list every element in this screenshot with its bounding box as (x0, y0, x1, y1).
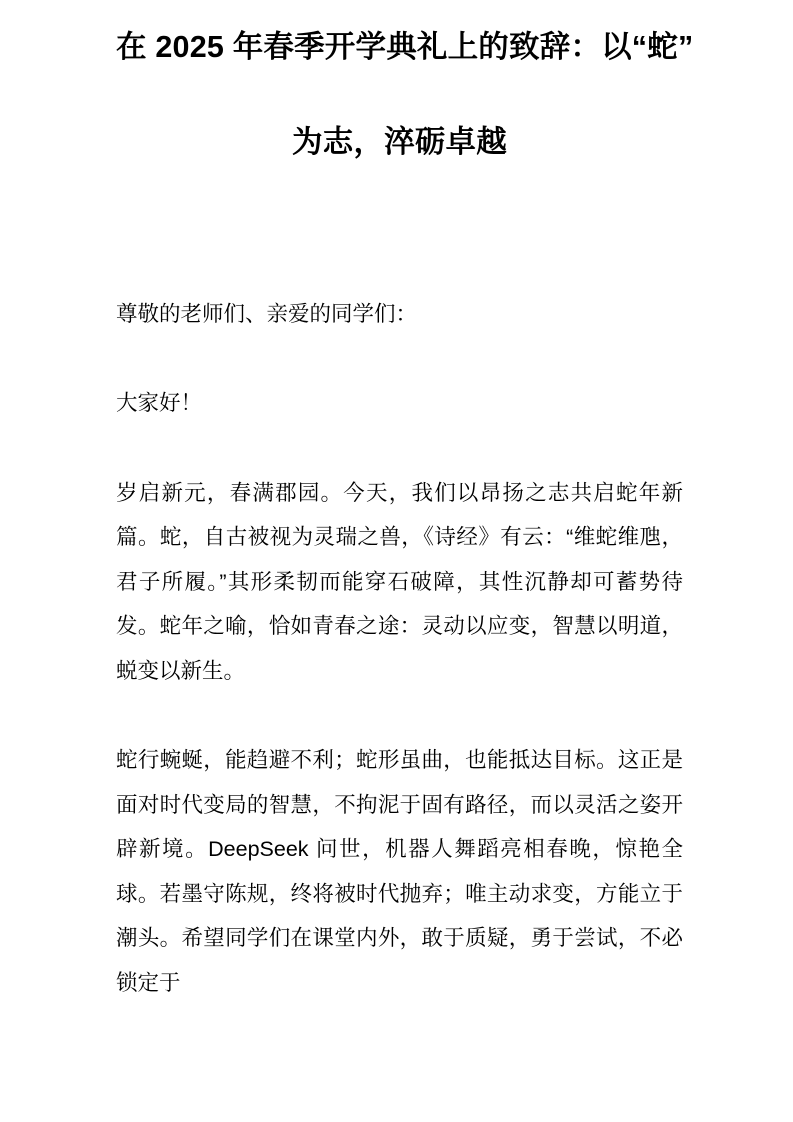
paragraph-body-2: 蛇行蜿蜒，能趋避不利；蛇形虽曲，也能抵达目标。这正是面对时代变局的智慧，不拘泥于固有路径，而以灵活之姿开辟新境。DeepSeek 问世，机器人舞蹈亮相春晚，惊艳全球。若墨守陈规，终将被时代抛弃；唯主动求变，方能立于潮头。希望同学们在课堂内外，敢于质疑，勇于尝试，不必锁定于 (116, 748, 683, 995)
paragraph-body-1: 岁启新元，春满郡园。今天，我们以昂扬之志共启蛇年新篇。蛇，自古被视为灵瑞之兽，《诗经》有云：“维蛇维虺，君子所履。”其形柔韧而能穿石破障，其性沉静却可蓄势待发。蛇年之喻，恰如青春之途：灵动以应变，智慧以明道，蜕变以新生。 (116, 480, 683, 683)
page-bottom-margin (0, 1011, 793, 1122)
paragraph-gap (116, 693, 683, 738)
page-title (116, 0, 694, 190)
paragraph-salutation: 尊敬的老师们、亲爱的同学们： (116, 302, 418, 326)
document-body (116, 0, 694, 1005)
paragraph-gap (116, 337, 683, 382)
page-title-line-1: 在 2025 年春季开学典礼上的致辞：以“蛇” (116, 30, 694, 64)
paragraph-greeting: 大家好！ (116, 391, 203, 415)
paragraph-gap (116, 426, 683, 471)
title-body-spacer (116, 190, 683, 292)
page-title-line-2: 为志，淬砺卓越 (292, 125, 507, 159)
